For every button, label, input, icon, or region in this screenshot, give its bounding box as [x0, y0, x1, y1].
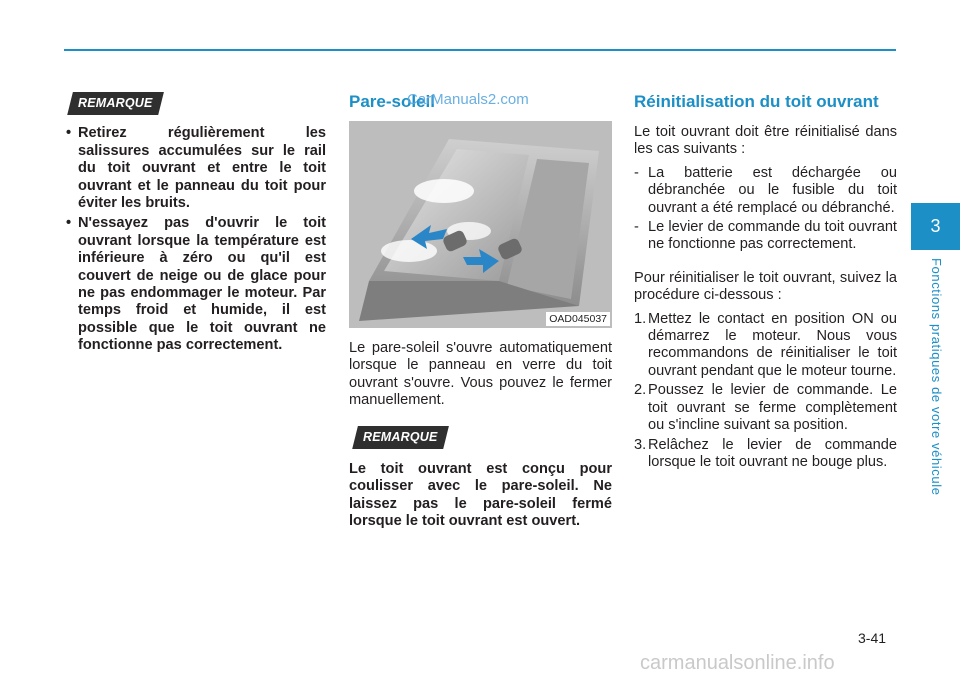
figure-code: OAD045037: [546, 312, 610, 326]
site-watermark: CarManuals2.com: [407, 91, 529, 108]
note-badge: REMARQUE: [352, 426, 448, 449]
column-left: [64, 92, 326, 358]
footer-watermark: carmanualsonline.info: [640, 652, 835, 674]
column-right: [634, 92, 897, 473]
note-text: Le toit ouvrant est conçu pour coulisser avec le pare-soleil. Ne laissez pas le pare-soleil fermé lorsque le toit ouvrant est ouvert.: [349, 461, 612, 530]
top-rule: [64, 49, 896, 51]
list-item: 3. Relâchez le levier de commande lorsque le toit ouvrant ne bouge plus.: [634, 436, 897, 470]
chapter-tab: 3: [911, 203, 960, 250]
note-bullet: • N'essayez pas d'ouvrir le toit ouvrant lorsque la température est inférieure à zéro ou qu'il est couvert de neige ou de glace pour ne pas endommager le moteur. Par temps froid et humide, il est possible que le toit ouvrant ne fonctionne pas correctement.: [64, 215, 326, 354]
procedure-intro: Pour réinitialiser le toit ouvrant, suivez la procédure ci-dessous :: [634, 269, 897, 304]
reset-intro: Le toit ouvrant doit être réinitialisé dans les cas suivants :: [634, 124, 897, 158]
sunroof-illustration: [349, 121, 612, 328]
note-badge: REMARQUE: [67, 92, 163, 115]
column-middle: [349, 92, 612, 531]
sunroof-figure: [349, 121, 612, 328]
reset-cases-list: [634, 165, 897, 254]
note-bullet: • Retirez régulièrement les salissures accumulées sur le rail du toit ouvrant et entre le toit ouvrant et le panneau du toit pour éviter les bruits.: [64, 125, 326, 212]
list-item: - Le levier de commande du toit ouvrant ne fonctionne pas correctement.: [634, 219, 897, 253]
sunshade-paragraph: Le pare-soleil s'ouvre automatiquement lorsque le panneau en verre du toit ouvrant s'ouvre. Vous pouvez le fermer manuellement.: [349, 340, 612, 409]
section-heading-sunshade: Pare-soleil: [349, 92, 435, 111]
note-block: [349, 426, 612, 449]
page-number: 3-41: [858, 630, 887, 646]
list-item: - La batterie est déchargée ou débranchée ou le fusible du toit ouvrant a été remplacé ou débranché.: [634, 164, 897, 216]
list-item: 1. Mettez le contact en position ON ou démarrez le moteur. Nous vous recommandons de réinitialiser le toit ouvrant pendant que le moteur tourne.: [634, 310, 897, 379]
note-bullet-list: [64, 125, 326, 354]
section-heading-reset: Réinitialisation du toit ouvrant: [634, 92, 879, 111]
list-item: 2. Poussez le levier de commande. Le toit ouvrant se ferme complètement ou s'incline suivant sa position.: [634, 382, 897, 434]
chapter-side-title: Fonctions pratiques de votre véhicule: [929, 258, 944, 496]
procedure-steps-list: [634, 311, 897, 472]
